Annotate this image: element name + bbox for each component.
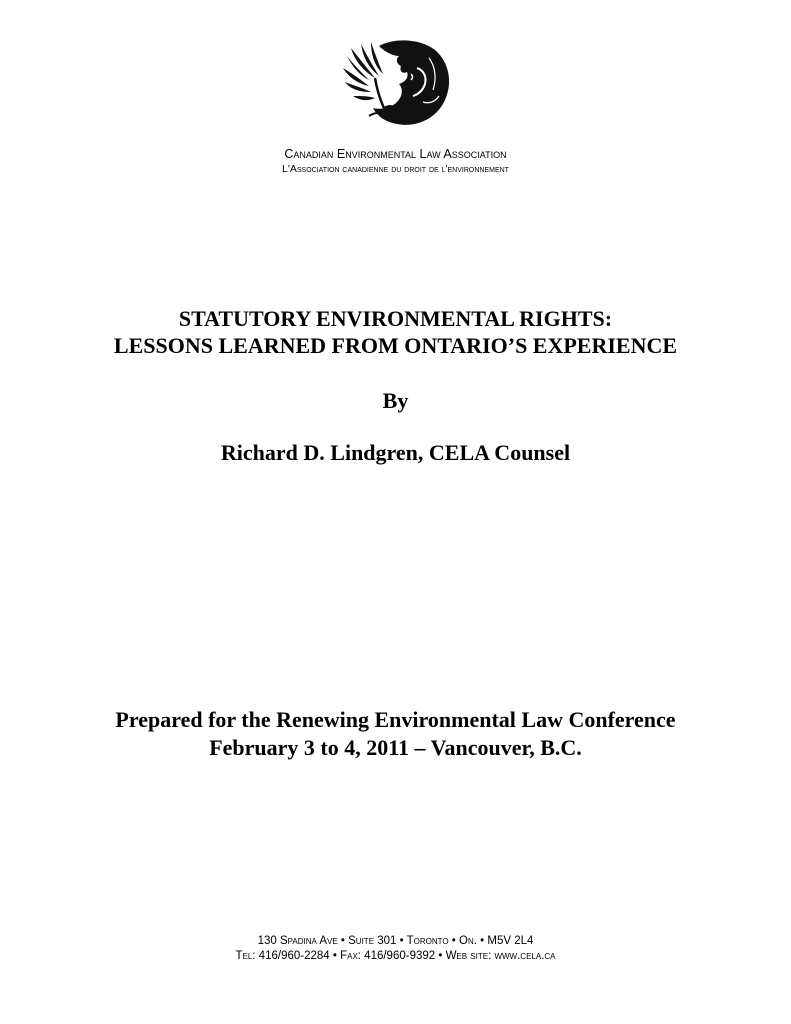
footer-address: 130 Spadina Ave • Suite 301 • Toronto • On. • M5V 2L4: [257, 935, 534, 947]
organization-name-english: Canadian Environmental Law Association: [284, 147, 507, 161]
title-line-2: LESSONS LEARNED FROM ONTARIO’S EXPERIENCE: [113, 333, 678, 358]
organization-name-french: L'Association canadienne du droit de l'environnement: [282, 163, 509, 175]
conference-date-line: February 3 to 4, 2011 – Vancouver, B.C.: [209, 735, 582, 760]
byline-by: By: [382, 388, 409, 413]
footer-contact: Tel: 416/960-2284 • Fax: 416/960-9392 • Web site: www.cela.ca: [235, 950, 556, 962]
cela-logo-icon: [339, 38, 453, 128]
title-line-1: STATUTORY ENVIRONMENTAL RIGHTS:: [178, 306, 613, 331]
prepared-for-line: Prepared for the Renewing Environmental Law Conference: [115, 707, 676, 732]
author-name: Richard D. Lindgren, CELA Counsel: [220, 440, 571, 465]
